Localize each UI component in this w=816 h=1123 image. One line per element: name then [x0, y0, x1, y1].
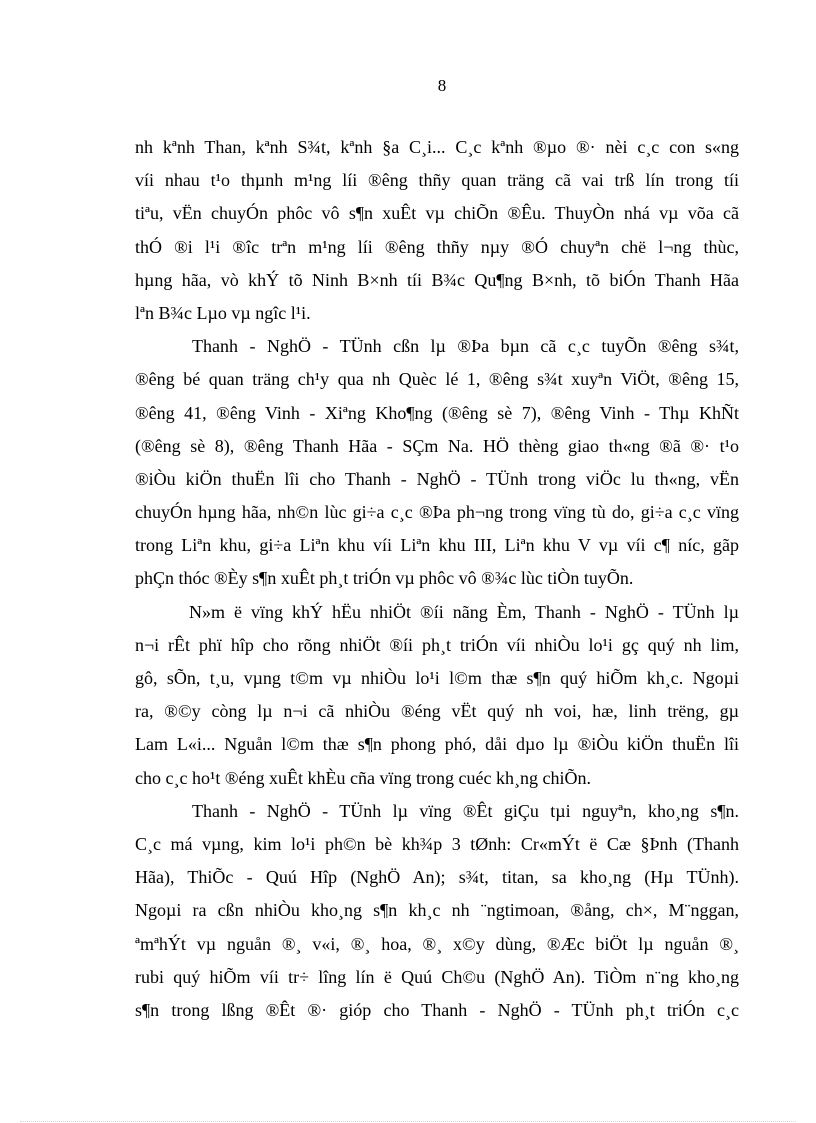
text-line: cho c¸c ho¹t ®éng xuÊt khÈu cña vïng trong cuéc kh¸ng chiÕn.: [135, 767, 591, 788]
text-line: s¶n trong lßng ®Êt ®· gióp cho Thanh - NghÖ - TÜnh ph¸t triÓn c¸c: [135, 999, 739, 1020]
body-text: [135, 131, 739, 1027]
text-line: nh kªnh Than, kªnh S¾t, kªnh §a C¸i... C¸c kªnh ®µo ®· nèi c¸c con s«ng: [135, 137, 739, 157]
text-line: rubi quý hiÕm víi tr÷ lîng lín ë Quú Ch©u (NghÖ An). TiÒm n¨ng kho¸ng: [135, 966, 739, 987]
text-line: ªmªhÝt vµ nguån ®¸ v«i, ®¸ hoa, ®¸ x©y dùng, ®Æc biÖt lµ nguån ®¸: [135, 933, 739, 954]
text-line: hµng hãa, vò khÝ tõ Ninh B×nh tíi B¾c Qu¶ng B×nh, tõ biÓn Thanh Hãa: [135, 269, 739, 290]
text-line: ra, ®©y còng lµ n¬i cã nhiÒu ®éng vËt quý nh voi, hæ, linh trëng, gµ: [135, 701, 739, 722]
text-line: (®êng sè 8), ®êng Thanh Hãa - SÇm Na. HÖ thèng giao th«ng ®ã ®· t¹o: [135, 435, 739, 456]
text-line: thÓ ®i l¹i ®îc trªn m¹ng líi ®êng thñy nµy ®Ó chuyªn chë l¬ng thùc,: [135, 236, 739, 257]
text-line: chuyÓn hµng hãa, nh©n lùc gi÷a c¸c ®Þa ph¬ng trong vïng tù do, gi÷a c¸c vïng: [135, 502, 739, 523]
text-line: lªn B¾c Lµo vµ ngîc l¹i.: [135, 302, 311, 323]
text-line: ®êng 41, ®êng Vinh - Xiªng Kho¶ng (®êng sè 7), ®êng Vinh - Thµ KhÑt: [135, 402, 739, 423]
text-line: C¸c má vµng, kim lo¹i ph©n bè kh¾p 3 tØnh: Cr«mÝt ë Cæ §Þnh (Thanh: [135, 833, 739, 854]
text-line: ®iÒu kiÖn thuËn lîi cho Thanh - NghÖ - TÜnh trong viÖc lu th«ng, vËn: [135, 468, 739, 489]
text-line: n¬i rÊt phï hîp cho rõng nhiÖt ®íi ph¸t triÓn víi nhiÒu lo¹i gç quý nh lim,: [135, 634, 739, 655]
text-line: víi nhau t¹o thµnh m¹ng líi ®êng thñy quan träng cã vai trß lín trong tíi: [135, 170, 739, 191]
text-line: N»m ë vïng khÝ hËu nhiÖt ®íi nãng Èm, Thanh - NghÖ - TÜnh lµ: [189, 601, 739, 622]
text-line: Hãa), ThiÕc - Quú Hîp (NghÖ An); s¾t, titan, sa kho¸ng (Hµ TÜnh).: [135, 867, 739, 888]
text-line: phÇn thóc ®Èy s¶n xuÊt ph¸t triÓn vµ phôc vô ®¾c lùc tiÒn tuyÕn.: [135, 568, 634, 589]
text-line: ®êng bé quan träng ch¹y qua nh Quèc lé 1, ®êng s¾t xuyªn ViÖt, ®êng 15,: [135, 369, 739, 390]
page-number: 8: [437, 76, 447, 95]
text-line: tiªu, vËn chuyÓn phôc vô s¶n xuÊt vµ chiÕn ®Êu. ThuyÒn nhá vµ võa cã: [135, 203, 739, 224]
text-line: Thanh - NghÖ - TÜnh lµ vïng ®Êt giÇu tµi nguyªn, kho¸ng s¶n.: [192, 800, 739, 821]
text-line: gô, sÕn, t¸u, vµng t©m vµ nhiÒu lo¹i l©m thæ s¶n quý hiÕm kh¸c. Ngoµi: [135, 668, 739, 688]
text-line: trong Liªn khu, gi÷a Liªn khu víi Liªn khu III, Liªn khu V vµ víi c¶ níc, gãp: [135, 535, 739, 556]
text-line: Ngoµi ra cßn nhiÒu kho¸ng s¶n kh¸c nh ¨ngtimoan, ®ång, ch×, M¨nggan,: [135, 900, 739, 921]
text-line: Lam L«i... Nguån l©m thæ s¶n phong phó, dåi dµo lµ ®iÒu kiÖn thuËn lîi: [135, 734, 739, 755]
text-line: Thanh - NghÖ - TÜnh cßn lµ ®Þa bµn cã c¸c tuyÕn ®êng s¾t,: [192, 336, 739, 357]
page-bottom-divider: [20, 1121, 796, 1122]
